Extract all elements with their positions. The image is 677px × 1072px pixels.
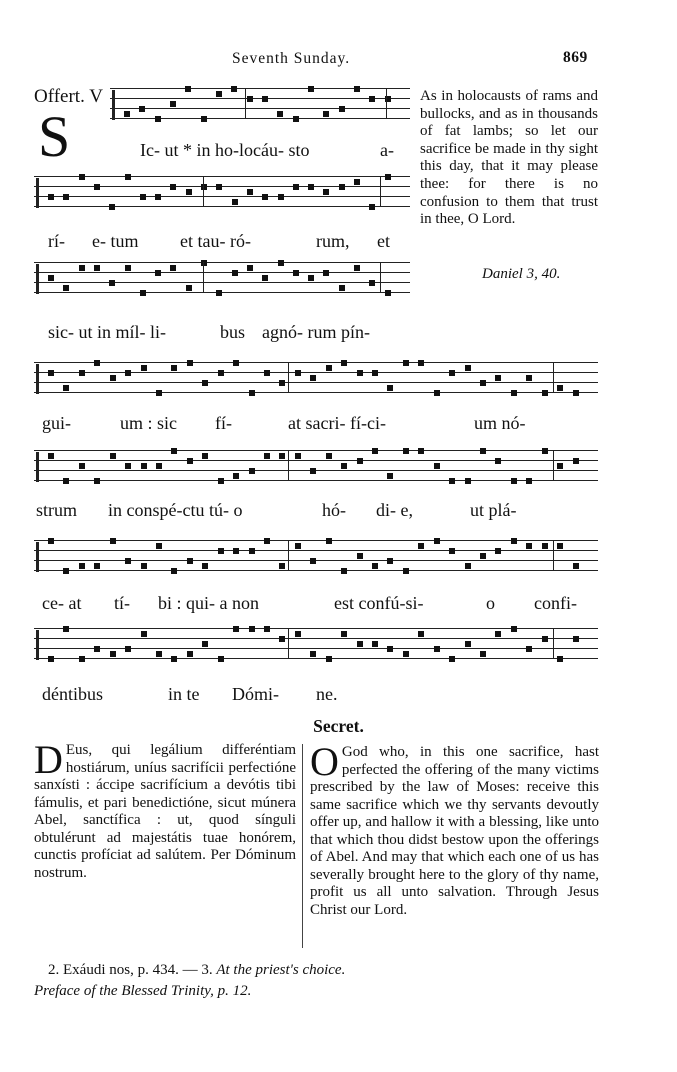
neume [170,184,176,190]
bar-line [553,628,554,658]
lyric-syllable: strum [36,500,78,520]
neume [465,478,471,484]
footnote-line-1 [48,962,345,979]
neume [310,468,316,474]
neume [341,568,347,574]
staff-line [110,108,410,109]
neume [326,365,332,371]
neume [278,260,284,266]
neume [202,641,208,647]
neume [372,448,378,454]
latin-drop-cap: D [34,737,63,782]
neume [141,463,147,469]
neume [247,96,253,102]
neume [171,568,177,574]
neume [170,101,176,107]
neume [434,646,440,652]
clef-mark [36,630,39,660]
neume [94,184,100,190]
lyric-syllable: ce- at [42,593,82,613]
lyric-syllable: agnó- rum pín- [262,322,370,342]
neume [63,194,69,200]
neume [171,656,177,662]
neume [511,626,517,632]
neume [573,458,579,464]
neume [465,365,471,371]
neume [557,385,563,391]
secret-latin-column [34,737,296,882]
neume [185,86,191,92]
neume [262,194,268,200]
clef-mark [36,542,39,572]
neume [141,563,147,569]
lyric-syllable: e- tum [92,231,139,251]
neume [155,116,161,122]
neume [495,375,501,381]
neume [233,360,239,366]
bar-line [203,176,204,206]
lyric-syllable: Ic- ut * in ho-locáu- sto [140,140,310,160]
staff-line [34,570,598,571]
neume [141,631,147,637]
clef-mark [36,178,39,208]
english-drop-cap: O [310,739,339,784]
staff-line [34,460,598,461]
clef-mark [36,364,39,394]
bar-line [553,540,554,570]
neume [201,184,207,190]
neume [155,270,161,276]
neume [48,656,54,662]
lyric-syllable: gui- [42,413,71,433]
bar-line [288,450,289,480]
lyric-syllable: Dómi- [232,684,279,704]
neume [354,179,360,185]
neume [495,458,501,464]
neume [63,568,69,574]
neume [94,478,100,484]
staff-line [34,550,598,551]
neume [79,174,85,180]
neume [403,448,409,454]
neume [233,626,239,632]
neume [526,543,532,549]
neume [202,380,208,386]
neume [48,370,54,376]
neume [357,458,363,464]
neume [295,631,301,637]
neume [295,453,301,459]
neume [557,656,563,662]
neume [249,468,255,474]
neume [201,260,207,266]
staff-4 [34,362,598,402]
neume [48,275,54,281]
neume [372,563,378,569]
staff-1 [110,88,410,128]
neume [403,651,409,657]
neume [354,265,360,271]
neume [308,184,314,190]
footnote-line-2: Preface of the Blessed Trinity, p. 12. [34,983,252,999]
neume [323,111,329,117]
neume [262,275,268,281]
neume [480,448,486,454]
neume [201,116,207,122]
neume [249,390,255,396]
neume [385,174,391,180]
lyric-syllable: um : sic [120,413,177,433]
neume [109,204,115,210]
neume [323,189,329,195]
neume [110,651,116,657]
neume [139,106,145,112]
staff-2 [34,176,410,216]
neume [573,390,579,396]
neume [308,86,314,92]
column-divider [302,744,303,948]
neume [247,265,253,271]
neume [48,453,54,459]
secret-english-column [310,739,599,919]
neume [187,651,193,657]
staff-5 [34,450,598,490]
neume [449,656,455,662]
neume [171,365,177,371]
staff-line [34,206,410,207]
neume [63,478,69,484]
neume [557,463,563,469]
neume [434,390,440,396]
lyric-syllable: et tau- ró- [180,231,251,251]
neume [218,478,224,484]
neume [94,360,100,366]
neume [326,538,332,544]
neume [418,360,424,366]
neume [341,360,347,366]
bar-line [203,262,204,292]
neume [63,285,69,291]
staff-line [34,648,598,649]
neume [110,538,116,544]
secret-latin-text: Eus, qui legálium differéntiam hostiárum, uníus sacrifícii perfectióne sanxísti : áccipe sacrifícium a devótis tibi fámulis, et pari benedictióne, sicut múnera Abel, sanctífica : ut, quod sínguli obtulérunt ad majestátis tuae honórem, cunctis profíciat ad salútem. Per Dóminum nostrum. [34,742,296,881]
neume [232,270,238,276]
neume [63,385,69,391]
neume [279,636,285,642]
neume [94,563,100,569]
neume [403,568,409,574]
neume [233,473,239,479]
neume [249,548,255,554]
neume [293,270,299,276]
neume [140,290,146,296]
neume [372,370,378,376]
page-number: 869 [563,49,588,66]
neume [202,563,208,569]
lyric-syllable: confi- [534,593,577,613]
neume [326,453,332,459]
neume [216,91,222,97]
bar-line [245,88,246,118]
neume [155,194,161,200]
lyric-syllable: a- [380,140,394,160]
lyric-syllable: at sacri- fí-ci- [288,413,386,433]
neume [156,463,162,469]
neume [156,390,162,396]
footnote-rubric: 2. Exáudi nos, p. 434. — 3. [48,962,213,978]
neume [387,473,393,479]
neume [480,380,486,386]
neume [465,563,471,569]
neume [262,96,268,102]
neume [310,375,316,381]
staff-line [34,450,598,451]
neume [542,636,548,642]
neume [79,463,85,469]
neume [542,390,548,396]
staff-line [34,362,598,363]
neume [339,106,345,112]
neume [218,656,224,662]
neume [171,448,177,454]
neume [202,453,208,459]
neume [218,548,224,554]
bar-line [380,262,381,292]
staff-line [34,382,598,383]
neume [79,265,85,271]
neume [357,641,363,647]
staff-line [110,88,410,89]
footnote-choice: At the priest's choice. [216,962,346,978]
lyric-syllable: di- e, [376,500,413,520]
clef-mark [36,452,39,482]
neume [187,458,193,464]
lyric-syllable: tí- [114,593,130,613]
lyric-syllable: et [377,231,390,251]
neume [480,651,486,657]
neume [109,280,115,286]
neume [542,543,548,549]
neume [293,184,299,190]
neume [308,275,314,281]
neume [495,548,501,554]
staff-7 [34,628,598,668]
clef-mark [36,264,39,294]
neume [354,86,360,92]
neume [372,641,378,647]
neume [511,538,517,544]
neume [125,463,131,469]
lyric-syllable: rí- [48,231,65,251]
staff-line [34,262,410,263]
neume [369,280,375,286]
running-header-title: Seventh Sunday. [232,50,351,67]
staff-line [34,196,410,197]
lyric-syllable: hó- [322,500,346,520]
offertory-label: Offert. V [34,86,103,107]
staff-3 [34,262,410,302]
neume [48,194,54,200]
staff-line [110,98,410,99]
chant-initial: S [38,104,71,169]
lyric-syllable: bi : qui- a non [158,593,259,613]
neume [511,478,517,484]
neume [418,543,424,549]
neume [480,553,486,559]
staff-line [34,272,410,273]
lyric-syllable: ne. [316,684,338,704]
neume [495,631,501,637]
neume [403,360,409,366]
neume [339,285,345,291]
clef-mark [112,90,115,120]
neume [79,563,85,569]
neume [170,265,176,271]
neume [264,453,270,459]
neume [232,199,238,205]
neume [233,548,239,554]
neume [279,380,285,386]
staff-line [34,372,598,373]
neume [216,184,222,190]
neume [264,538,270,544]
neume [156,651,162,657]
neume [369,204,375,210]
neume [264,370,270,376]
translation-citation: Daniel 3, 40. [482,266,561,282]
neume [449,478,455,484]
neume [94,265,100,271]
neume [418,631,424,637]
neume [526,646,532,652]
lyric-syllable: in conspé-ctu tú- o [108,500,243,520]
neume [449,548,455,554]
lyric-syllable: est confú-si- [334,593,424,613]
neume [573,563,579,569]
neume [279,453,285,459]
neume [125,265,131,271]
lyric-syllable: o [486,593,495,613]
lyric-syllable: bus [220,322,246,342]
neume [357,370,363,376]
staff-line [34,176,410,177]
staff-line [34,638,598,639]
lyric-syllable: in te [168,684,200,704]
neume [48,538,54,544]
lyric-syllable: fí- [215,413,232,433]
neume [418,448,424,454]
bar-line [288,628,289,658]
neume [357,553,363,559]
neume [125,174,131,180]
neume [557,543,563,549]
neume [278,194,284,200]
neume [310,651,316,657]
neume [387,646,393,652]
neume [156,543,162,549]
bar-line [553,362,554,392]
neume [125,646,131,652]
neume [573,636,579,642]
bar-line [386,88,387,118]
neume [449,370,455,376]
neume [186,189,192,195]
lyric-syllable: um nó- [474,413,526,433]
neume [526,478,532,484]
neume [434,538,440,544]
neume [465,641,471,647]
bar-line [380,176,381,206]
staff-6 [34,540,598,580]
neume [125,558,131,564]
neume [247,189,253,195]
neume [323,270,329,276]
neume [110,375,116,381]
neume [341,631,347,637]
neume [79,656,85,662]
neume [511,390,517,396]
neume [434,463,440,469]
neume [293,116,299,122]
neume [264,626,270,632]
bar-line [553,450,554,480]
lyric-syllable: rum, [316,231,350,251]
neume [526,375,532,381]
neume [110,453,116,459]
neume [326,656,332,662]
neume [295,543,301,549]
lyric-syllable: déntibus [42,684,103,704]
secret-heading: Secret. [313,716,364,736]
staff-line [34,282,410,283]
neume [339,184,345,190]
neume [387,385,393,391]
neume [141,365,147,371]
neume [387,558,393,564]
neume [125,370,131,376]
neume [542,448,548,454]
neume [231,86,237,92]
neume [279,563,285,569]
neume [310,558,316,564]
neume [341,463,347,469]
lyric-syllable: sic- ut in míl- li- [48,322,166,342]
neume [187,360,193,366]
neume [385,290,391,296]
lyric-syllable: ut plá- [470,500,517,520]
neume [249,626,255,632]
neume [187,558,193,564]
neume [94,646,100,652]
offertory-translation: As in holocausts of rams and bullocks, and as in thousands of fat lambs; so let our sacrifice be made in thy sight this day, that it may please thee: for there is no confusion to them that trust in thee, O Lord. [420,88,598,228]
neume [140,194,146,200]
neume [277,111,283,117]
neume [369,96,375,102]
neume [218,370,224,376]
neume [216,290,222,296]
secret-english-text: God who, in this one sacrifice, hast perfected the offering of the many victims prescribed by the law of Moses: receive this same sacrifice which we thy servants devoutly offer up, and hallow it with a blessing, like unto that which thou didst bestow upon the offerings of Abel. And may that which each one of us has severally brought here to the glory of thy name, profit us all unto salvation. Through Jesus Christ our Lord. [310,744,599,918]
bar-line [288,362,289,392]
bar-line [288,540,289,570]
neume [79,370,85,376]
neume [63,626,69,632]
neume [186,285,192,291]
neume [124,111,130,117]
staff-line [34,658,598,659]
neume [295,370,301,376]
